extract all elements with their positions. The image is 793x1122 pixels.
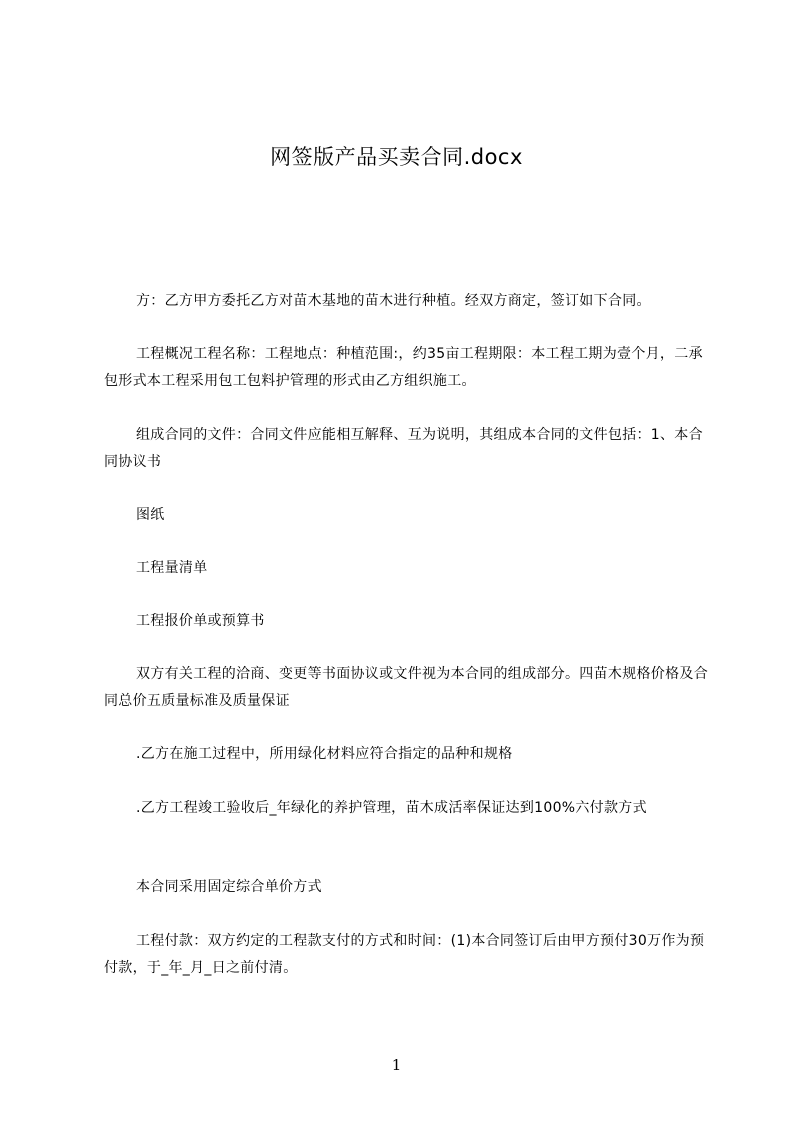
document-title: 网签版产品买卖合同.docx — [270, 145, 523, 169]
paragraph-intro: 方：乙方甲方委托乙方对苗木基地的苗木进行种植。经双方商定，签订如下合同。 — [136, 293, 651, 309]
paragraph-drawings: 图纸 — [136, 507, 165, 523]
paragraph-bill-of-quantities: 工程量清单 — [136, 560, 208, 576]
paragraph-materials: .乙方在施工过程中，所用绿化材料应符合指定的品种和规格 — [136, 746, 513, 762]
paragraph-contract-documents: 组成合同的文件：合同文件应能相互解释、互为说明，其组成本合同的文件包括：1、本合同协议书 — [104, 427, 703, 470]
paragraph-pricing-method: 本合同采用固定综合单价方式 — [136, 879, 322, 895]
page-number: 1 — [391, 1056, 402, 1074]
paragraph-negotiation: 双方有关工程的洽商、变更等书面协议或文件视为本合同的组成部分。四苗木规格价格及合同总价五质量标准及质量保证 — [104, 666, 708, 709]
paragraph-payment: 工程付款：双方约定的工程款支付的方式和时间：(1)本合同签订后由甲方预付30万作为预付款，于_年_月_日之前付清。 — [104, 933, 705, 976]
paragraph-quotation: 工程报价单或预算书 — [136, 613, 265, 629]
paragraph-project-overview: 工程概况工程名称：工程地点：种植范围:，约35亩工程期限：本工程工期为壹个月，二承包形式本工程采用包工包料护管理的形式由乙方组织施工。 — [104, 346, 703, 389]
paragraph-maintenance: .乙方工程竣工验收后_年绿化的养护管理，苗木成活率保证达到100%六付款方式 — [136, 800, 647, 816]
